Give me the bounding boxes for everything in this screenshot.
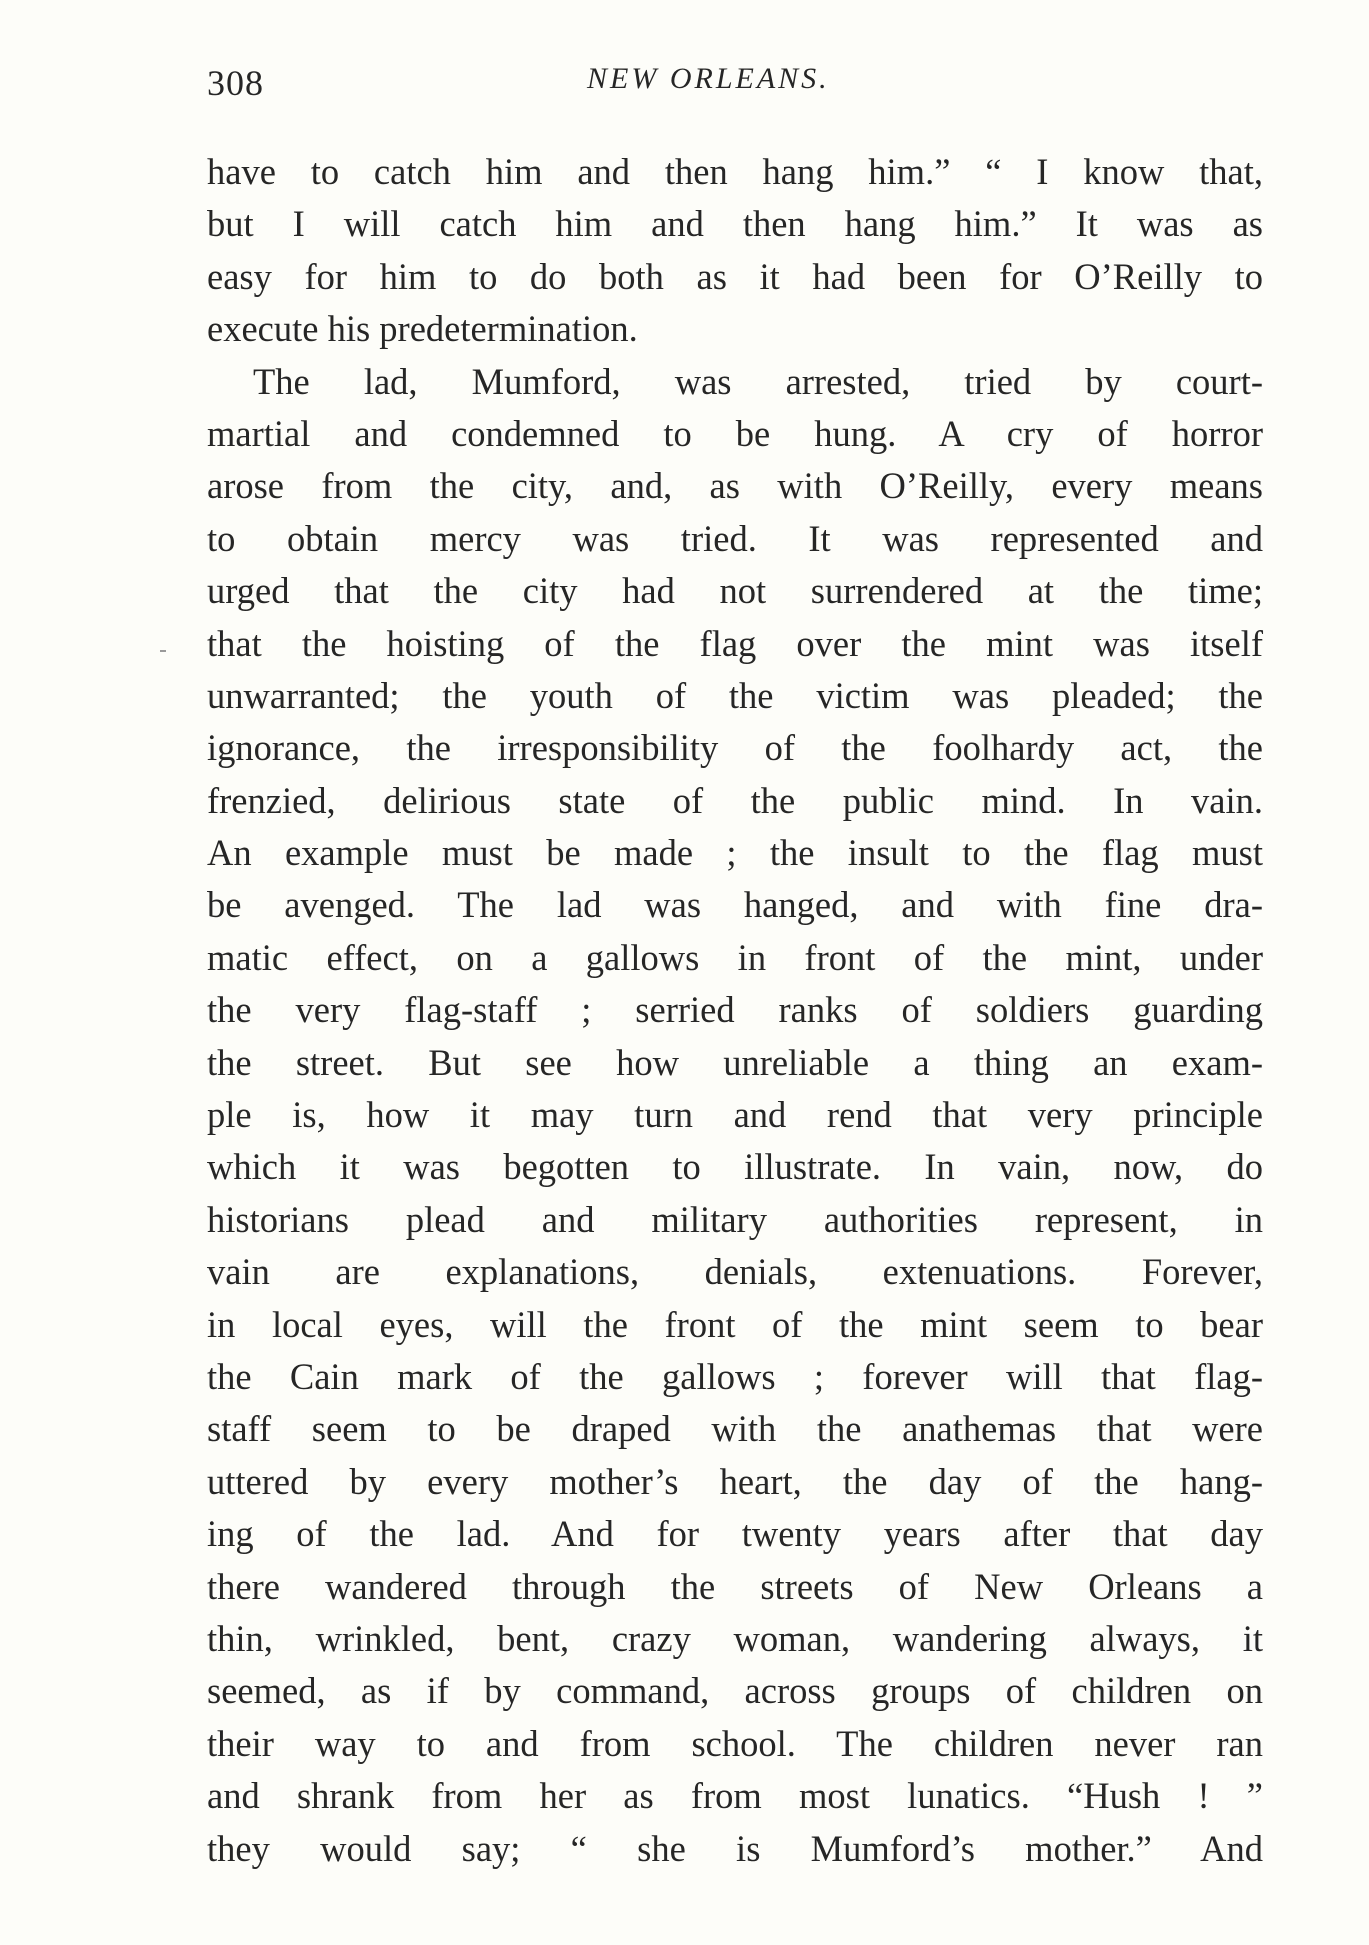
text-line: seemed, as if by command, across groups of children on [207,1670,1263,1712]
text-line: their way to and from school. The children never ran [207,1722,1263,1764]
text-line: ignorance, the irresponsibility of the foolhardy act, the [207,727,1263,769]
text-line: uttered by every mother’s heart, the day of the hang- [207,1460,1263,1502]
text-line: in local eyes, will the front of the mint seem to bear [207,1303,1263,1345]
text-line: execute his predetermination. [207,308,638,350]
margin-mark [160,650,166,652]
text-line: the Cain mark of the gallows ; forever will that flag- [207,1355,1263,1397]
text-line: easy for him to do both as it had been for O’Reilly to [207,255,1263,297]
text-line: An example must be made ; the insult to the flag must [207,832,1263,874]
body-text [207,146,1263,1875]
text-line: that the hoisting of the flag over the mint was itself [207,622,1263,664]
text-line: unwarranted; the youth of the victim was pleaded; the [207,674,1263,716]
page-number: 308 [207,63,264,103]
text-line: vain are explanations, denials, extenuations. Forever, [207,1251,1263,1293]
text-line: ple is, how it may turn and rend that very principle [207,1094,1263,1136]
running-title: NEW ORLEANS. [587,62,830,95]
text-line: to obtain mercy was tried. It was represented and [207,517,1263,559]
text-line: urged that the city had not surrendered at the time; [207,570,1263,612]
text-line: ing of the lad. And for twenty years after that day [207,1513,1263,1555]
text-line: have to catch him and then hang him.” “ I know that, [207,151,1263,192]
text-line: historians plead and military authorities represent, in [207,1198,1263,1240]
text-line: matic effect, on a gallows in front of the mint, under [207,936,1263,978]
text-line: frenzied, delirious state of the public mind. In vain. [207,779,1263,821]
text-line: thin, wrinkled, bent, crazy woman, wandering always, it [207,1617,1263,1659]
paragraph-start-line: The lad, Mumford, was arrested, tried by court- [253,360,1263,402]
text-line: there wandered through the streets of New Orleans a [207,1565,1263,1607]
running-head [207,56,1263,116]
text-line: the street. But see how unreliable a thing an exam- [207,1041,1263,1083]
text-line: staff seem to be draped with the anathemas that were [207,1408,1263,1450]
text-line: they would say; “ she is Mumford’s mother.” And [207,1827,1263,1869]
text-line: be avenged. The lad was hanged, and with fine dra- [207,884,1263,926]
text-line: arose from the city, and, as with O’Reilly, every means [207,465,1263,507]
text-line: the very flag-staff ; serried ranks of soldiers guarding [207,989,1263,1031]
text-line: martial and condemned to be hung. A cry of horror [207,412,1263,454]
book-page [207,56,1263,1916]
text-line: which it was begotten to illustrate. In vain, now, do [207,1146,1263,1188]
text-line: but I will catch him and then hang him.” It was as [207,203,1263,245]
text-line: and shrank from her as from most lunatics. “Hush ! ” [207,1775,1263,1817]
